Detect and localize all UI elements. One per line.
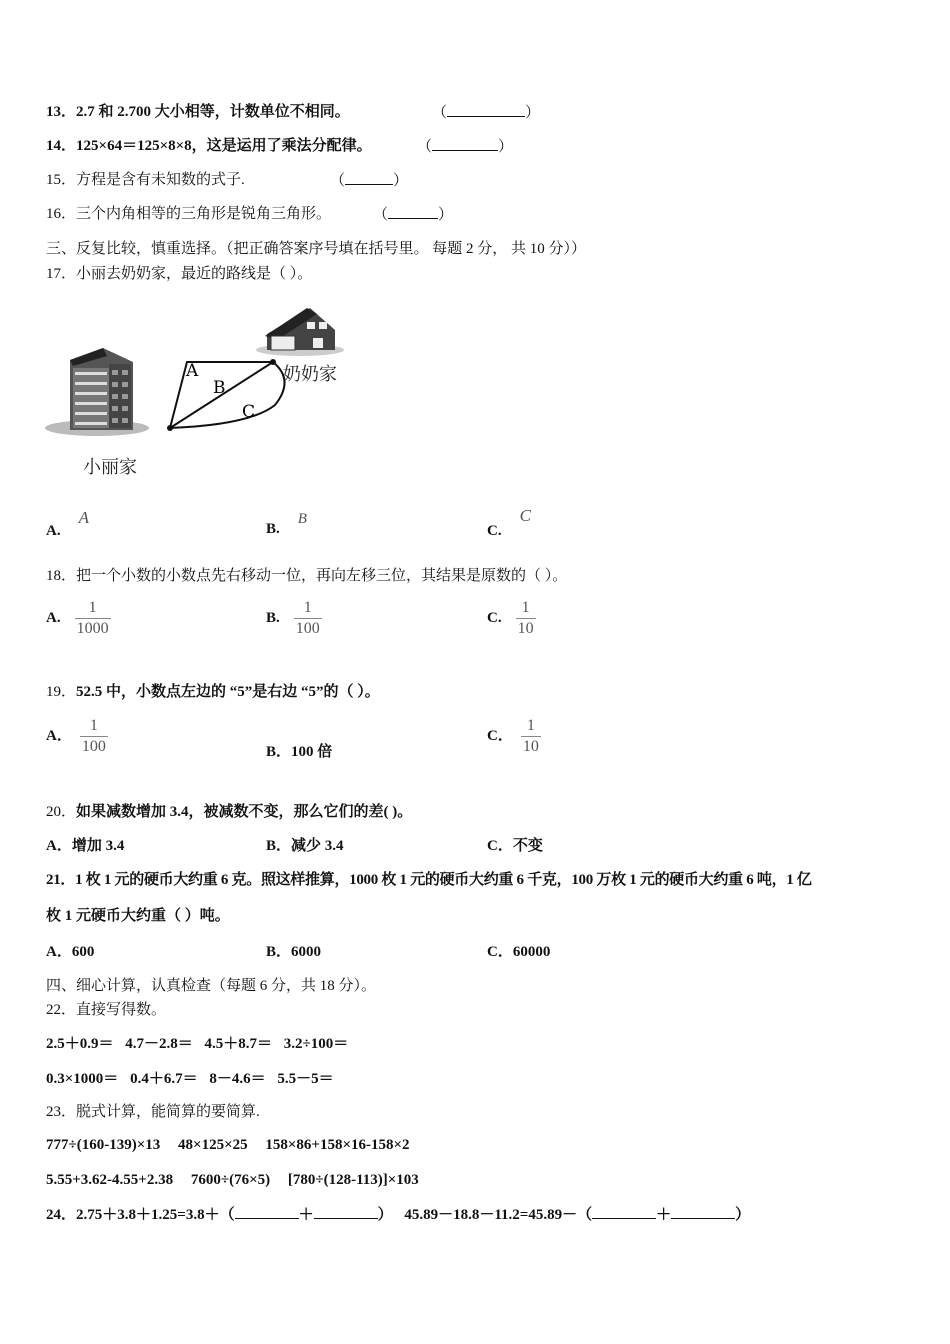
- option-value: 增加 3.4: [71, 838, 125, 854]
- option-value: 不变: [512, 838, 543, 854]
- blank-line[interactable]: [388, 204, 438, 219]
- expression: 3.2÷100＝: [283, 1036, 349, 1052]
- option-21-a[interactable]: [46, 942, 94, 962]
- option-19-a[interactable]: [46, 716, 108, 757]
- denominator: 10: [517, 620, 534, 637]
- blank-line[interactable]: [314, 1204, 378, 1219]
- question-text: 把一个小数的小数点先右移动一位，再向左移三位，其结果是原数的（ ）。: [76, 568, 568, 584]
- paren-open: （: [373, 207, 389, 223]
- option-label: A．: [46, 944, 72, 960]
- expression: 48×125×25: [178, 1137, 248, 1153]
- option-20-b[interactable]: [266, 836, 344, 856]
- denominator: 100: [295, 620, 320, 637]
- question-24: [46, 1204, 750, 1225]
- option-18-a[interactable]: [46, 598, 111, 639]
- fraction: [294, 598, 322, 639]
- question-text: 52.5 中，小数点左边的 “5”是右边 “5”的（ ）。: [76, 684, 380, 700]
- question-20: [46, 802, 412, 822]
- question-15: [46, 170, 245, 190]
- option-21-b[interactable]: [266, 942, 321, 962]
- expression: 8－4.6＝: [209, 1071, 266, 1087]
- blank-line[interactable]: [235, 1204, 299, 1219]
- question-text: 如果减数增加 3.4，被减数不变，那么它们的差( )。: [76, 804, 413, 820]
- blank-line[interactable]: [432, 136, 498, 151]
- route-label-a: A: [186, 361, 199, 381]
- numerator: 1: [89, 717, 98, 734]
- fraction: [80, 716, 108, 757]
- q23-row-2: [46, 1170, 419, 1190]
- fraction: [521, 716, 541, 757]
- q22-row-1: [46, 1034, 348, 1054]
- question-text: 小丽去奶奶家，最近的路线是（ ）。: [76, 266, 313, 282]
- question-21: [46, 870, 812, 890]
- option-label: A.: [46, 523, 61, 539]
- option-label: C.: [487, 610, 502, 627]
- option-value: B: [297, 511, 307, 527]
- option-17-c[interactable]: [487, 506, 531, 539]
- question-number: 16．: [46, 206, 77, 222]
- option-19-c[interactable]: [487, 716, 541, 757]
- route-figure: [45, 300, 365, 485]
- plus-sign: ＋: [298, 1207, 314, 1223]
- option-18-c[interactable]: [487, 598, 536, 639]
- house-icon: [256, 308, 344, 356]
- section-3-title: 三、反复比较，慎重选择。（把正确答案序号填在括号里。 每题 2 分， 共 10 分））: [46, 241, 587, 257]
- answer-blank-15[interactable]: [330, 170, 408, 191]
- q22-row-2: [46, 1069, 334, 1089]
- blank-line[interactable]: [671, 1204, 735, 1219]
- fraction: [75, 598, 111, 639]
- question-text: 2.7 和 2.700 大小相等，计数单位不相同。: [76, 104, 350, 120]
- option-label: C.: [487, 523, 502, 539]
- numerator: 1: [303, 599, 312, 616]
- expression: 4.5＋8.7＝: [204, 1036, 273, 1052]
- question-18: [46, 566, 567, 586]
- question-text: 125×64＝125×8×8，这是运用了乘法分配律。: [76, 138, 372, 154]
- expression: 2.5＋0.9＝: [46, 1036, 114, 1052]
- option-20-c[interactable]: [487, 836, 543, 856]
- q23-row-1: [46, 1135, 410, 1155]
- paren-close: ）: [735, 1207, 751, 1223]
- paren-close: ）: [377, 1207, 393, 1223]
- option-17-a[interactable]: [46, 508, 89, 539]
- option-label: B．: [266, 944, 292, 960]
- denominator: 100: [81, 738, 106, 755]
- plus-sign: ＋: [656, 1207, 672, 1223]
- question-number: 17．: [46, 266, 77, 282]
- question-number: 24．: [46, 1207, 77, 1223]
- denominator: 10: [522, 738, 539, 755]
- question-13: [46, 102, 350, 122]
- option-17-b[interactable]: [266, 510, 307, 537]
- paren-open: （: [417, 139, 433, 155]
- paren-close: ）: [438, 207, 454, 223]
- option-value: 100 倍: [291, 744, 333, 760]
- option-label: B.: [266, 521, 280, 537]
- option-label: B．: [266, 838, 292, 854]
- paren-close: ）: [393, 173, 409, 189]
- question-number: 15．: [46, 172, 77, 188]
- question-14: [46, 136, 372, 156]
- option-label: A．: [46, 838, 72, 854]
- apartment-building-icon: [45, 348, 149, 436]
- option-value: C: [519, 506, 531, 525]
- expression: 4.7－2.8＝: [125, 1036, 193, 1052]
- question-text: 三个内角相等的三角形是锐角三角形。: [76, 206, 332, 222]
- expression: 5.5－5＝: [277, 1071, 334, 1087]
- question-19: [46, 682, 380, 702]
- answer-blank-13[interactable]: [432, 102, 540, 123]
- expression: 0.4＋6.7＝: [130, 1071, 198, 1087]
- question-number: 23．: [46, 1104, 77, 1120]
- expression: 0.3×1000＝: [46, 1071, 119, 1087]
- xiaoli-home-label: 小丽家: [83, 457, 137, 478]
- option-label: A．: [46, 728, 72, 745]
- route-label-b: B: [213, 378, 226, 398]
- option-value: 6000: [291, 944, 322, 960]
- expression: 7600÷(76×5): [190, 1172, 271, 1188]
- answer-blank-16[interactable]: [373, 204, 453, 225]
- question-text: 脱式计算，能简算的要简算.: [76, 1104, 260, 1120]
- fraction: [516, 598, 536, 639]
- option-value: 减少 3.4: [291, 838, 344, 854]
- question-number: 18．: [46, 568, 77, 584]
- question-text: 直接写得数。: [76, 1002, 167, 1018]
- option-label: C．: [487, 838, 513, 854]
- numerator: 1: [526, 717, 535, 734]
- grandma-home-label: 奶奶家: [283, 364, 337, 385]
- question-number: 14．: [46, 138, 77, 154]
- question-23: [46, 1102, 260, 1122]
- option-label: B．: [266, 744, 292, 760]
- expression: 158×86+158×16-158×2: [265, 1137, 410, 1153]
- expression: 777÷(160-139)×13: [46, 1137, 161, 1153]
- question-16: [46, 204, 331, 224]
- option-value: 600: [71, 944, 95, 960]
- option-18-b[interactable]: [266, 598, 322, 639]
- question-22: [46, 1000, 166, 1020]
- option-label: B.: [266, 610, 280, 627]
- expression: 5.55+3.62-4.55+2.38: [46, 1172, 174, 1188]
- question-21-line2: 枚 1 元硬币大约重（ ）吨。: [46, 908, 230, 924]
- expression-2: 45.89－18.8－11.2=45.89－（: [404, 1207, 593, 1223]
- option-20-a[interactable]: [46, 836, 124, 856]
- question-text-line1: 1 枚 1 元的硬币大约重 6 克。照这样推算，1000 枚 1 元的硬币大约重 6 千克，100 万枚 1 元的硬币大约重 6 吨，1 亿: [75, 872, 812, 888]
- question-number: 21．: [46, 872, 76, 888]
- option-21-c[interactable]: [487, 942, 550, 962]
- section-4-title: 四、细心计算，认真检查（每题 6 分，共 18 分）。: [46, 978, 377, 994]
- blank-line[interactable]: [592, 1204, 656, 1219]
- paren-open: （: [330, 173, 346, 189]
- option-label: C．: [487, 728, 513, 745]
- route-label-c: C: [242, 402, 256, 422]
- option-label: A.: [46, 610, 61, 627]
- option-value: A: [78, 508, 89, 527]
- paren-close: ）: [525, 105, 541, 121]
- question-number: 13．: [46, 104, 77, 120]
- question-number: 22．: [46, 1002, 77, 1018]
- question-number: 19．: [46, 684, 77, 700]
- blank-line[interactable]: [345, 170, 393, 185]
- question-17: [46, 264, 312, 284]
- denominator: 1000: [76, 620, 109, 637]
- expression-1: 2.75＋3.8＋1.25=3.8＋（: [76, 1207, 235, 1223]
- paren-close: ）: [498, 139, 514, 155]
- numerator: 1: [88, 599, 97, 616]
- numerator: 1: [521, 599, 530, 616]
- expression: [780÷(128-113)]×103: [287, 1172, 419, 1188]
- question-text: 方程是含有未知数的式子.: [76, 172, 245, 188]
- paren-open: （: [432, 105, 448, 121]
- question-number: 20．: [46, 804, 77, 820]
- answer-blank-14[interactable]: [417, 136, 513, 157]
- option-19-b[interactable]: [266, 742, 332, 762]
- option-value: 60000: [512, 944, 551, 960]
- option-label: C．: [487, 944, 513, 960]
- blank-line[interactable]: [447, 102, 525, 117]
